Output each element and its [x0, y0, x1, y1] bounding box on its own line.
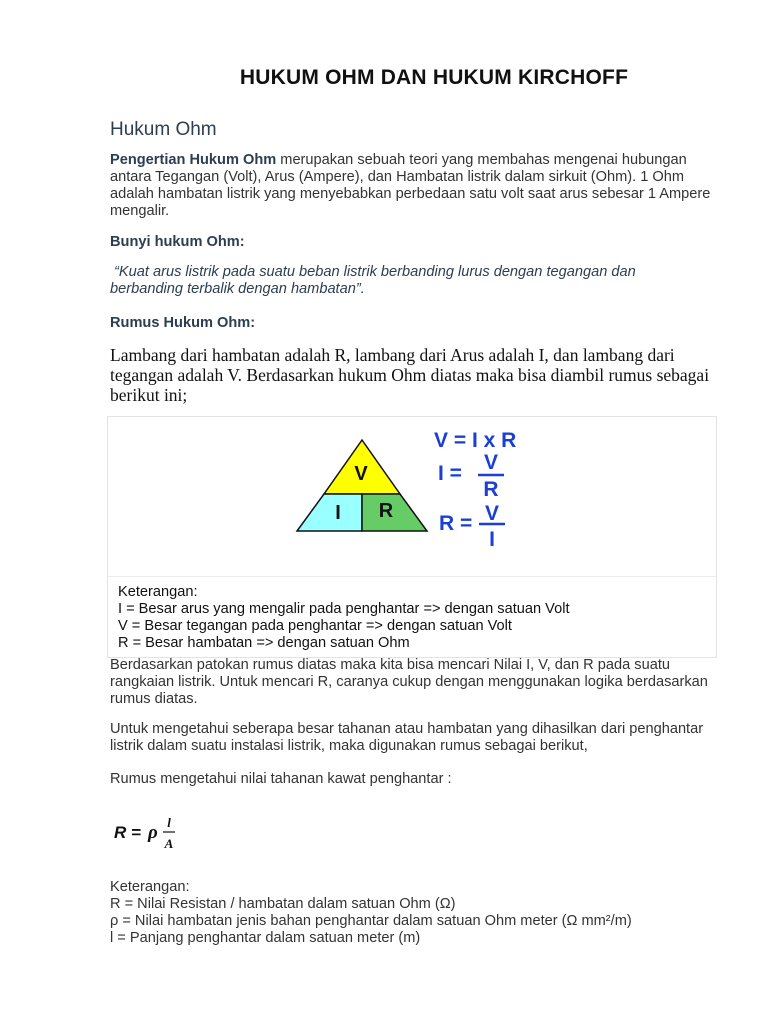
triangle-label-v: V [354, 463, 368, 485]
berdasarkan-paragraph: Berdasarkan patokan rumus diatas maka kita bisa mencari Nilai I, V, dan R pada suatu rangkaian listrik. Untuk mencari R, caranya cukup dengan menggunakan logika berdasarkan rumus diatas. [110, 657, 708, 707]
formula-i-denominator: R [483, 478, 499, 501]
intro-text: merupakan sebuah teori yang membahas mengenai hubungan antara Tegangan (Volt), Arus (Ampere), dan Hambatan listrik dalam sirkuit (Ohm). 1 Ohm adalah hambatan listrik yang menyebabkan perbedaan satu volt saat arus sebesar 1 Ampere mengalir. [110, 152, 711, 219]
resistivity-formula-rho: ρ [148, 822, 158, 843]
document-title: HUKUM OHM DAN HUKUM KIRCHOFF [239, 66, 629, 89]
untuk-mengetahui-paragraph: Untuk mengetahui seberapa besar tahanan atau hambatan yang dihasilkan dari penghantar listrik dalam suatu instalasi listrik, maka digunakan rumus sebagai berikut, [110, 721, 704, 754]
triangle-left-segment [297, 494, 362, 531]
keterangan-2-line-l: l = Panjang penghantar dalam satuan meter (m) [110, 930, 421, 946]
rumus-intro-paragraph: Lambang dari hambatan adalah R, lambang dari Arus adalah I, dan lambang dari tegangan adalah V. Berdasarkan hukum Ohm diatas maka bisa diambil rumus sebagai berikut ini; [110, 345, 710, 405]
keterangan-2-line-r: R = Nilai Resistan / hambatan dalam satuan Ohm (Ω) [110, 896, 456, 912]
intro-paragraph [110, 152, 720, 220]
intro-bold-term: Pengertian Hukum Ohm [110, 152, 277, 168]
formula-i-numerator: V [483, 451, 499, 474]
triangle-right-segment [362, 494, 427, 531]
keterangan-box [107, 576, 717, 658]
bunyi-quote-line2: berbanding terbalik dengan hambatan”. [110, 281, 365, 297]
resistivity-formula-denominator: A [164, 836, 174, 851]
formula-r-lhs: R = [439, 512, 473, 535]
ohm-figure-panel [107, 416, 717, 577]
keterangan-heading: Keterangan: [118, 584, 198, 600]
resistivity-formula [112, 812, 192, 859]
formula-r-denominator: I [489, 528, 495, 551]
rumus-heading: Rumus Hukum Ohm: [110, 315, 256, 331]
bunyi-heading: Bunyi hukum Ohm: [110, 234, 245, 250]
bunyi-quote-line1: “Kuat arus listrik pada suatu beban listrik berbanding lurus dengan tegangan dan [110, 264, 636, 280]
keterangan-line-v: V = Besar tegangan pada penghantar => dengan satuan Volt [118, 618, 512, 634]
resistivity-formula-lhs: R = [114, 823, 141, 842]
resistivity-formula-svg [112, 812, 192, 854]
triangle-label-i: I [335, 502, 341, 524]
section-heading-hukum-ohm: Hukum Ohm [110, 119, 217, 140]
rumus-kawat-paragraph: Rumus mengetahui nilai tahanan kawat penghantar : [110, 771, 452, 787]
ohm-figure [108, 417, 716, 577]
keterangan-2-line-rho: ρ = Nilai hambatan jenis bahan penghantar dalam satuan Ohm meter (Ω mm²/m) [110, 913, 632, 929]
formula-v-equals-i-x-r: V = I x R [434, 429, 517, 452]
keterangan-line-r: R = Besar hambatan => dengan satuan Ohm [118, 635, 410, 651]
bunyi-quote [110, 264, 720, 298]
keterangan-line-i: I = Besar arus yang mengalir pada penghantar => dengan satuan Volt [118, 601, 570, 617]
formula-i-lhs: I = [438, 462, 462, 485]
keterangan-2-block [110, 879, 730, 947]
keterangan-2-heading: Keterangan: [110, 879, 190, 895]
formula-r-numerator: V [484, 502, 500, 525]
triangle-label-r: R [378, 500, 394, 522]
resistivity-formula-numerator: l [167, 815, 171, 830]
